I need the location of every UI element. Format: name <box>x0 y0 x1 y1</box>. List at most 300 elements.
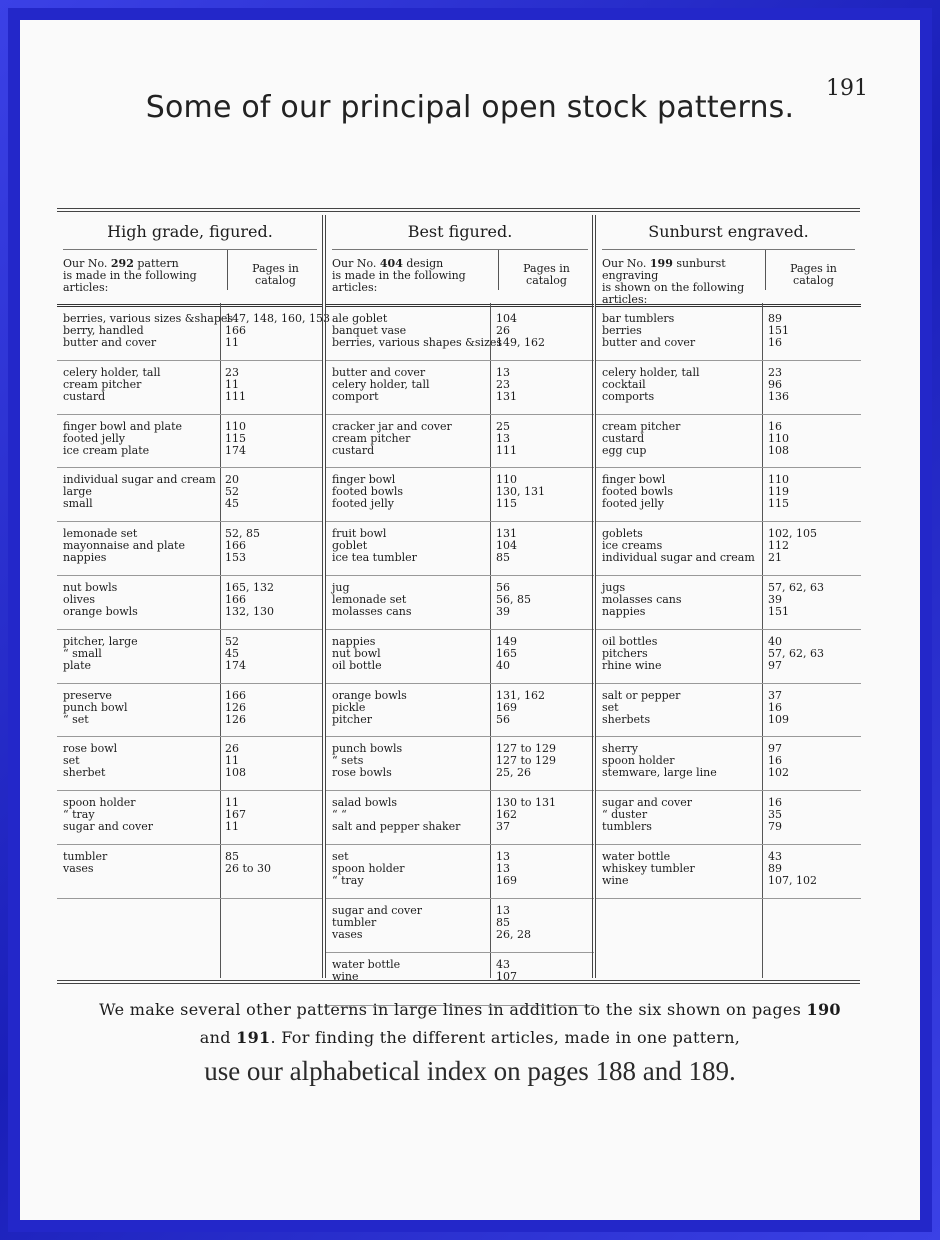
article-names <box>332 905 492 941</box>
article-name: sugar and cover <box>63 820 154 834</box>
article-pages <box>768 582 862 618</box>
article-page-numbers: 11 <box>225 336 239 349</box>
article-names <box>332 582 492 618</box>
article-name: lemonade set <box>63 527 138 541</box>
article-name: sherbets <box>602 712 651 726</box>
pattern-number: 199 <box>649 257 673 270</box>
article-page-numbers: 131 <box>496 527 517 541</box>
article-group <box>326 361 594 415</box>
article-pages <box>225 743 319 779</box>
article-page-numbers: 16 <box>768 336 782 349</box>
article-name: footed bowls <box>602 485 674 499</box>
column-title: Sunburst engraved. <box>602 215 855 250</box>
article-name: ice creams <box>602 539 663 553</box>
article-page-numbers: 56 <box>496 580 510 594</box>
article-name: footed jelly <box>602 497 664 511</box>
article-page-numbers: 119 <box>768 485 789 499</box>
article-name: butter and cover <box>332 365 426 379</box>
article-pages <box>225 421 319 457</box>
article-page-numbers: 56, 85 <box>496 592 531 606</box>
article-names <box>332 421 492 457</box>
article-page-numbers: 167 <box>225 808 246 822</box>
article-pages <box>225 474 319 510</box>
article-name: bar tumblers <box>602 312 675 325</box>
article-page-numbers: 16 <box>768 796 782 810</box>
article-group <box>596 468 861 522</box>
article-names <box>602 421 762 457</box>
article-page-numbers: 102, 105 <box>768 527 817 541</box>
footer-text: We make several other patterns in large lines in addition to the six shown on pages <box>99 1000 807 1019</box>
article-name: individual sugar and cream <box>602 551 755 565</box>
article-names <box>63 421 223 457</box>
article-name: molasses cans <box>332 604 412 618</box>
article-pages <box>496 421 590 457</box>
article-name: finger bowl <box>602 473 666 487</box>
article-page-numbers: 111 <box>225 389 246 403</box>
article-pages <box>496 959 590 983</box>
article-name: “ “ <box>332 808 347 822</box>
article-group <box>596 576 861 630</box>
article-group <box>326 307 594 361</box>
article-name: custard <box>332 443 375 457</box>
article-name: butter and cover <box>63 336 157 349</box>
article-names <box>332 636 492 672</box>
article-page-numbers: 16 <box>768 754 782 768</box>
pattern-prefix: Our No. <box>602 257 650 270</box>
article-page-numbers: 127 to 129 <box>496 754 557 768</box>
article-name: molasses cans <box>602 592 682 606</box>
footer-text: and <box>199 1028 237 1047</box>
pattern-prefix: Our No. <box>63 257 111 270</box>
article-group <box>57 361 323 415</box>
article-page-numbers: 23 <box>225 365 239 379</box>
article-page-numbers: 57, 62, 63 <box>768 580 824 594</box>
article-group <box>326 684 594 738</box>
article-page-numbers: 104 <box>496 539 517 553</box>
article-page-numbers: 104 <box>496 312 517 325</box>
pattern-prefix: Our No. <box>332 257 380 270</box>
article-page-numbers: 13 <box>496 903 510 917</box>
column-header <box>326 250 594 307</box>
article-pages <box>496 474 590 510</box>
article-names <box>63 797 223 833</box>
column-title: Best figured. <box>332 215 588 250</box>
article-group <box>326 791 594 845</box>
article-name: nappies <box>602 604 646 618</box>
article-groups <box>596 307 861 899</box>
article-page-numbers: 108 <box>225 766 246 780</box>
article-page-numbers: 162 <box>496 808 517 822</box>
article-pages <box>225 367 319 403</box>
article-name: oil bottles <box>602 634 658 648</box>
article-name: large <box>63 485 92 499</box>
article-page-numbers: 11 <box>225 754 239 768</box>
article-name: ice cream plate <box>63 443 150 457</box>
column-header <box>596 250 861 307</box>
article-names <box>602 474 762 510</box>
article-page-numbers: 130, 131 <box>496 485 545 499</box>
article-group <box>57 522 323 576</box>
article-names <box>602 636 762 672</box>
article-name: goblets <box>602 527 643 541</box>
article-page-numbers: 23 <box>768 365 782 379</box>
article-name: finger bowl and plate <box>63 419 183 433</box>
article-page-numbers: 131 <box>496 389 517 403</box>
article-page-numbers: 43 <box>496 957 510 971</box>
article-name: tumbler <box>332 915 377 929</box>
article-page-numbers: 127 to 129 <box>496 742 557 756</box>
article-name: pitchers <box>602 646 648 660</box>
article-name: wine <box>602 873 629 887</box>
article-name: oil bottle <box>332 658 382 672</box>
article-name: preserve <box>63 688 112 702</box>
article-name: water bottle <box>332 957 401 971</box>
article-page-numbers: 11 <box>225 377 239 391</box>
article-page-numbers: 97 <box>768 658 782 672</box>
article-name: sugar and cover <box>332 903 423 917</box>
article-page-numbers: 147, 148, 160, 153 <box>225 312 330 325</box>
article-group <box>596 791 861 845</box>
pages-header-line1: Pages in <box>790 262 837 275</box>
article-group <box>596 630 861 684</box>
article-page-numbers: 23 <box>496 377 510 391</box>
article-pages <box>496 690 590 726</box>
article-page-numbers: 16 <box>768 419 782 433</box>
article-page-numbers: 89 <box>768 861 782 875</box>
article-page-numbers: 131, 162 <box>496 688 545 702</box>
article-page-numbers: 85 <box>225 849 239 863</box>
article-name: sherbet <box>63 766 106 780</box>
article-name: footed bowls <box>332 485 404 499</box>
article-page-numbers: 130 to 131 <box>496 796 557 810</box>
article-names <box>602 528 762 564</box>
article-pages <box>768 797 862 833</box>
article-pages <box>225 797 319 833</box>
article-page-numbers: 115 <box>496 497 517 511</box>
article-name: nappies <box>63 551 107 565</box>
article-pages <box>496 797 590 833</box>
pages-header-line1: Pages in <box>523 262 570 275</box>
article-name: celery holder, tall <box>332 377 430 391</box>
article-group <box>57 468 323 522</box>
article-page-numbers: 16 <box>768 700 782 714</box>
article-name: nappies <box>332 634 376 648</box>
article-page-numbers: 56 <box>496 712 510 726</box>
article-name: butter and cover <box>602 336 696 349</box>
pages-header-line2: catalog <box>526 274 567 287</box>
article-page-numbers: 110 <box>768 431 789 445</box>
article-group <box>596 845 861 899</box>
article-group <box>57 576 323 630</box>
article-page-numbers: 166 <box>225 539 246 553</box>
article-group <box>326 576 594 630</box>
article-page-numbers: 89 <box>768 312 782 325</box>
article-names <box>332 959 492 983</box>
article-name: whiskey tumbler <box>602 861 695 875</box>
article-names <box>602 743 762 779</box>
article-name: celery holder, tall <box>63 365 161 379</box>
pattern-line3: articles: <box>332 281 378 294</box>
pattern-suffix: design <box>402 257 444 270</box>
article-name: ice tea tumbler <box>332 551 417 565</box>
article-page-numbers: 151 <box>768 604 789 618</box>
article-page-numbers: 40 <box>768 634 782 648</box>
patterns-table <box>57 208 860 983</box>
article-group <box>596 361 861 415</box>
article-group <box>596 684 861 738</box>
article-names <box>602 690 762 726</box>
article-group <box>326 522 594 576</box>
article-name: pitcher <box>332 712 372 726</box>
article-name: berries <box>602 324 642 337</box>
article-page-numbers: 108 <box>768 443 789 457</box>
article-page-numbers: 25 <box>496 419 510 433</box>
article-name: berry, handled <box>63 324 144 337</box>
article-groups <box>326 307 594 1006</box>
article-names <box>63 582 223 618</box>
footer-page-ref: 190 <box>806 1000 841 1019</box>
article-groups <box>57 307 330 899</box>
article-page-numbers: 166 <box>225 324 246 337</box>
article-pages <box>768 636 862 672</box>
article-name: berries, various sizes &shapes <box>63 312 234 325</box>
article-page-numbers: 111 <box>496 443 517 457</box>
footer-text: . For finding the different articles, made in one pattern, <box>270 1028 741 1047</box>
article-pages <box>496 851 590 887</box>
article-group <box>57 737 323 791</box>
article-page-numbers: 102 <box>768 766 789 780</box>
article-pages <box>768 421 862 457</box>
article-name: goblet <box>332 539 368 553</box>
article-name: banquet vase <box>332 324 407 337</box>
pattern-line3: articles: <box>602 293 648 306</box>
article-page-numbers: 13 <box>496 431 510 445</box>
pattern-suffix: sunburst engraving <box>602 257 726 282</box>
article-group <box>326 630 594 684</box>
article-page-numbers: 110 <box>768 473 789 487</box>
article-group <box>326 415 594 469</box>
article-page-numbers: 37 <box>496 820 510 834</box>
article-name: mayonnaise and plate <box>63 539 185 553</box>
article-group <box>57 307 330 361</box>
article-page-numbers: 26 <box>496 324 510 337</box>
article-group <box>57 791 323 845</box>
article-name: spoon holder <box>332 861 405 875</box>
article-name: comport <box>332 389 379 403</box>
article-name: rose bowls <box>332 766 392 780</box>
footer-line-2 <box>20 1028 920 1047</box>
article-names <box>63 367 223 403</box>
article-name: small <box>63 497 93 511</box>
article-page-numbers: 110 <box>496 473 517 487</box>
table-bottom-rule <box>57 980 860 984</box>
column-sunburst-engraved <box>595 215 861 978</box>
article-group <box>596 522 861 576</box>
article-name: individual sugar and cream <box>63 473 216 487</box>
article-name: pickle <box>332 700 366 714</box>
article-name: custard <box>602 431 645 445</box>
article-name: water bottle <box>602 849 671 863</box>
article-pages <box>768 743 862 779</box>
article-name: rhine wine <box>602 658 662 672</box>
article-pages <box>768 313 862 349</box>
column-high-grade <box>57 215 330 978</box>
article-name: comports <box>602 389 655 403</box>
article-names <box>332 474 492 510</box>
article-names <box>332 367 492 403</box>
column-best-figured <box>325 215 594 983</box>
pages-header <box>765 250 861 290</box>
article-page-numbers: 26 to 30 <box>225 861 272 875</box>
article-page-numbers: 110 <box>225 419 246 433</box>
article-pages <box>768 851 862 887</box>
article-pages <box>496 367 590 403</box>
footer-line-1 <box>20 1000 920 1019</box>
article-pages <box>768 367 862 403</box>
article-group <box>57 845 323 899</box>
pattern-line2: is shown on the following <box>602 281 745 294</box>
article-page-numbers: 166 <box>225 592 246 606</box>
article-page-numbers: 115 <box>768 497 789 511</box>
article-group <box>326 737 594 791</box>
article-names <box>63 743 223 779</box>
article-group <box>57 630 323 684</box>
article-pages <box>768 690 862 726</box>
article-group <box>596 737 861 791</box>
article-name: sugar and cover <box>602 796 693 810</box>
article-page-numbers: 52 <box>225 634 239 648</box>
article-names <box>63 528 223 564</box>
article-page-numbers: 151 <box>768 324 789 337</box>
article-name: olives <box>63 592 96 606</box>
article-page-numbers: 149, 162 <box>496 336 545 349</box>
article-name: salt or pepper <box>602 688 681 702</box>
article-name: nut bowls <box>63 580 118 594</box>
article-page-numbers: 166 <box>225 688 246 702</box>
article-name: tumbler <box>63 849 108 863</box>
article-page-numbers: 136 <box>768 389 789 403</box>
article-page-numbers: 35 <box>768 808 782 822</box>
article-page-numbers: 52, 85 <box>225 527 260 541</box>
article-name: “ duster <box>602 808 648 822</box>
article-name: stemware, large line <box>602 766 717 780</box>
article-page-numbers: 126 <box>225 700 246 714</box>
article-page-numbers: 20 <box>225 473 239 487</box>
article-name: nut bowl <box>332 646 381 660</box>
pattern-line2: is made in the following <box>63 269 197 282</box>
article-name: salt and pepper shaker <box>332 820 461 834</box>
footer-page-ref: 191 <box>236 1028 271 1047</box>
article-page-numbers: 169 <box>496 700 517 714</box>
article-name: footed jelly <box>332 497 394 511</box>
article-name: jug <box>332 580 350 594</box>
article-page-numbers: 11 <box>225 796 239 810</box>
article-page-numbers: 112 <box>768 539 789 553</box>
column-title: High grade, figured. <box>63 215 317 250</box>
pattern-suffix: pattern <box>133 257 179 270</box>
article-page-numbers: 37 <box>768 688 782 702</box>
article-name: “ tray <box>63 808 95 822</box>
article-name: pitcher, large <box>63 634 138 648</box>
article-page-numbers: 165 <box>496 646 517 660</box>
article-page-numbers: 97 <box>768 742 782 756</box>
article-name: ale goblet <box>332 312 388 325</box>
pages-header <box>498 250 594 290</box>
pattern-description <box>602 258 752 306</box>
pages-header-line1: Pages in <box>252 262 299 275</box>
article-page-numbers: 52 <box>225 485 239 499</box>
article-page-numbers: 11 <box>225 820 239 834</box>
article-pages <box>496 636 590 672</box>
table-columns <box>57 212 860 983</box>
column-header <box>57 250 323 307</box>
article-pages <box>225 690 319 726</box>
pages-header <box>227 250 323 290</box>
pattern-line2: is made in the following <box>332 269 466 282</box>
article-pages <box>225 582 319 618</box>
article-names <box>332 797 492 833</box>
article-page-numbers: 169 <box>496 873 517 887</box>
article-group <box>326 468 594 522</box>
article-name: tumblers <box>602 820 652 834</box>
article-name: set <box>332 849 349 863</box>
article-page-numbers: 57, 62, 63 <box>768 646 824 660</box>
article-name: egg cup <box>602 443 647 457</box>
pattern-number: 404 <box>379 257 403 270</box>
article-name: orange bowls <box>63 604 138 618</box>
article-page-numbers: 165, 132 <box>225 580 274 594</box>
article-name: “ sets <box>332 754 364 768</box>
article-names <box>63 474 223 510</box>
article-name: orange bowls <box>332 688 407 702</box>
article-group <box>326 899 594 953</box>
article-page-numbers: 21 <box>768 551 782 565</box>
article-names <box>602 367 762 403</box>
article-name: spoon holder <box>63 796 136 810</box>
article-pages <box>496 905 590 941</box>
article-pages <box>768 528 862 564</box>
article-pages <box>496 582 590 618</box>
article-pages <box>496 528 590 564</box>
pattern-line3: articles: <box>63 281 109 294</box>
article-page-numbers: 107 <box>496 969 517 983</box>
article-page-numbers: 39 <box>496 604 510 618</box>
article-page-numbers: 107, 102 <box>768 873 817 887</box>
article-group <box>596 307 861 361</box>
article-page-numbers: 109 <box>768 712 789 726</box>
pattern-number: 292 <box>110 257 134 270</box>
article-names <box>332 743 492 779</box>
page-title: Some of our principal open stock patterns. <box>145 90 795 125</box>
page-number: 191 <box>826 76 868 101</box>
article-names <box>332 851 492 887</box>
article-page-numbers: 45 <box>225 646 239 660</box>
article-names <box>332 690 492 726</box>
article-names <box>602 797 762 833</box>
article-page-numbers: 40 <box>496 658 510 672</box>
article-name: sherry <box>602 742 638 756</box>
pattern-description <box>332 258 482 294</box>
article-names <box>602 313 762 349</box>
article-name: cream pitcher <box>602 419 681 433</box>
article-pages <box>225 851 319 875</box>
article-page-numbers: 13 <box>496 365 510 379</box>
article-names <box>332 528 492 564</box>
article-page-numbers: 96 <box>768 377 782 391</box>
article-page-numbers: 79 <box>768 820 782 834</box>
article-name: lemonade set <box>332 592 407 606</box>
pattern-description <box>63 258 213 294</box>
